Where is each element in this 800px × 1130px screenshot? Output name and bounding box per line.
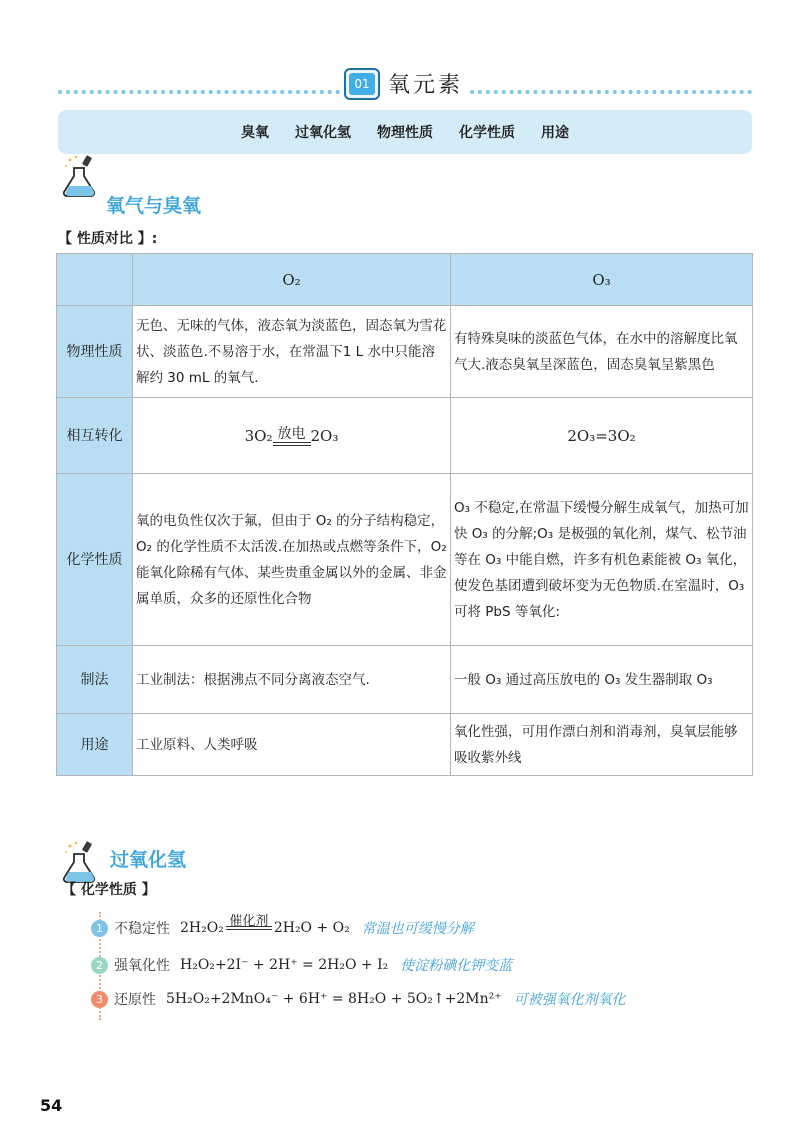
cell-o2-uses: 工业原料、人类呼吸 xyxy=(133,714,451,776)
catalyst-condition: 催化剂 xyxy=(229,914,269,929)
table-corner-cell xyxy=(57,254,133,306)
row-header-uses: 用途 xyxy=(57,714,133,776)
handwritten-note: 可被强氧化剂氧化 xyxy=(513,992,626,1008)
table-row xyxy=(57,714,753,776)
row-header-chemical: 化学性质 xyxy=(57,474,133,646)
handwritten-note: 使淀粉碘化钾变蓝 xyxy=(400,958,513,974)
chapter-number-badge xyxy=(344,68,380,100)
column-header-o3: O₃ xyxy=(451,254,753,306)
nav-item-ozone: 臭氧 xyxy=(241,125,269,141)
equation xyxy=(180,914,350,936)
property-name: 强氧化性 xyxy=(114,958,170,974)
chemical-properties-label: 【 化学性质 】 xyxy=(62,882,156,898)
topic-nav-bar xyxy=(58,110,752,154)
nav-item-hydrogen-peroxide: 过氧化氢 xyxy=(295,125,351,141)
table-header-row xyxy=(57,254,753,306)
discharge-condition: 放电 xyxy=(277,426,306,442)
item-number: 2 xyxy=(91,957,108,974)
catalyst-arrow xyxy=(226,914,272,936)
discharge-arrow xyxy=(273,427,311,446)
property-name: 不稳定性 xyxy=(114,921,170,937)
chapter-number: 01 xyxy=(349,73,375,95)
table-row xyxy=(57,474,753,646)
property-name: 还原性 xyxy=(114,992,156,1008)
nav-item-physical-properties: 物理性质 xyxy=(377,125,433,141)
row-header-conversion: 相互转化 xyxy=(57,398,133,474)
cell-o2-conversion xyxy=(133,398,451,474)
cell-o2-chemical: 氧的电负性仅次于氟，但由于 O₂ 的分子结构稳定，O₂ 的化学性质不太活泼.在加热或点燃等条件下，O₂ 能氧化除稀有气体、某些贵重金属以外的金属、非金属单质，众多的还原性化合物 xyxy=(133,474,451,646)
cell-o3-physical: 有特殊臭味的淡蓝色气体，在水中的溶解度比氧气大.液态臭氧呈深蓝色，固态臭氧呈紫黑色 xyxy=(451,306,753,398)
page-number: 54 xyxy=(40,1096,63,1115)
row-header-preparation: 制法 xyxy=(57,646,133,714)
column-header-o2: O₂ xyxy=(133,254,451,306)
item-number: 1 xyxy=(91,920,108,937)
cell-o3-preparation: 一般 O₃ 通过高压放电的 O₃ 发生器制取 O₃ xyxy=(451,646,753,714)
cell-o3-uses: 氧化性强，可用作漂白剂和消毒剂，臭氧层能够吸收紫外线 xyxy=(451,714,753,776)
equation: 5H₂O₂+2MnO₄⁻ + 6H⁺ = 8H₂O + 5O₂↑+2Mn²⁺ xyxy=(166,991,502,1007)
equation-left: 2H₂O₂ xyxy=(180,920,224,936)
list-item xyxy=(91,955,512,975)
cell-o2-physical: 无色、无味的气体，液态氧为淡蓝色，固态氧为雪花状、淡蓝色.不易溶于水，在常温下1 L 水中只能溶解约 30 mL 的氧气. xyxy=(133,306,451,398)
section-title-oxygen-ozone: 氧气与臭氧 xyxy=(106,195,202,217)
conversion-reactant: 3O₂ xyxy=(244,426,273,445)
equation-right: 2H₂O + O₂ xyxy=(273,920,350,936)
flask-icon xyxy=(62,840,102,884)
equation: H₂O₂+2I⁻ + 2H⁺ = 2H₂O + I₂ xyxy=(180,957,389,973)
header-dotted-line-right xyxy=(470,90,752,94)
nav-item-uses: 用途 xyxy=(541,125,569,141)
comparison-label: 【 性质对比 】: xyxy=(58,231,158,247)
item-number: 3 xyxy=(91,991,108,1008)
flask-icon xyxy=(62,154,102,198)
header-dotted-line-left xyxy=(58,90,340,94)
table-row xyxy=(57,646,753,714)
cell-o3-conversion: 2O₃=3O₂ xyxy=(451,398,753,474)
conversion-product: 2O₃ xyxy=(310,426,339,445)
section-title-hydrogen-peroxide: 过氧化氢 xyxy=(110,849,187,871)
table-row xyxy=(57,306,753,398)
cell-o2-preparation: 工业制法：根据沸点不同分离液态空气. xyxy=(133,646,451,714)
list-item xyxy=(91,989,626,1009)
list-item xyxy=(91,914,474,938)
cell-o3-chemical: O₃ 不稳定,在常温下缓慢分解生成氧气，加热可加快 O₃ 的分解;O₃ 是极强的氧化剂，煤气、松节油等在 O₃ 中能自燃，许多有机色素能被 O₃ 氧化，使发色基团遭到破坏变为无色物质.在室温时，O₃ 可将 PbS 等氧化: xyxy=(451,474,753,646)
row-header-physical: 物理性质 xyxy=(57,306,133,398)
comparison-table xyxy=(56,253,753,776)
handwritten-note: 常温也可缓慢分解 xyxy=(361,921,474,937)
chapter-title: 氧元素 xyxy=(388,73,464,98)
nav-item-chemical-properties: 化学性质 xyxy=(459,125,515,141)
table-row xyxy=(57,398,753,474)
